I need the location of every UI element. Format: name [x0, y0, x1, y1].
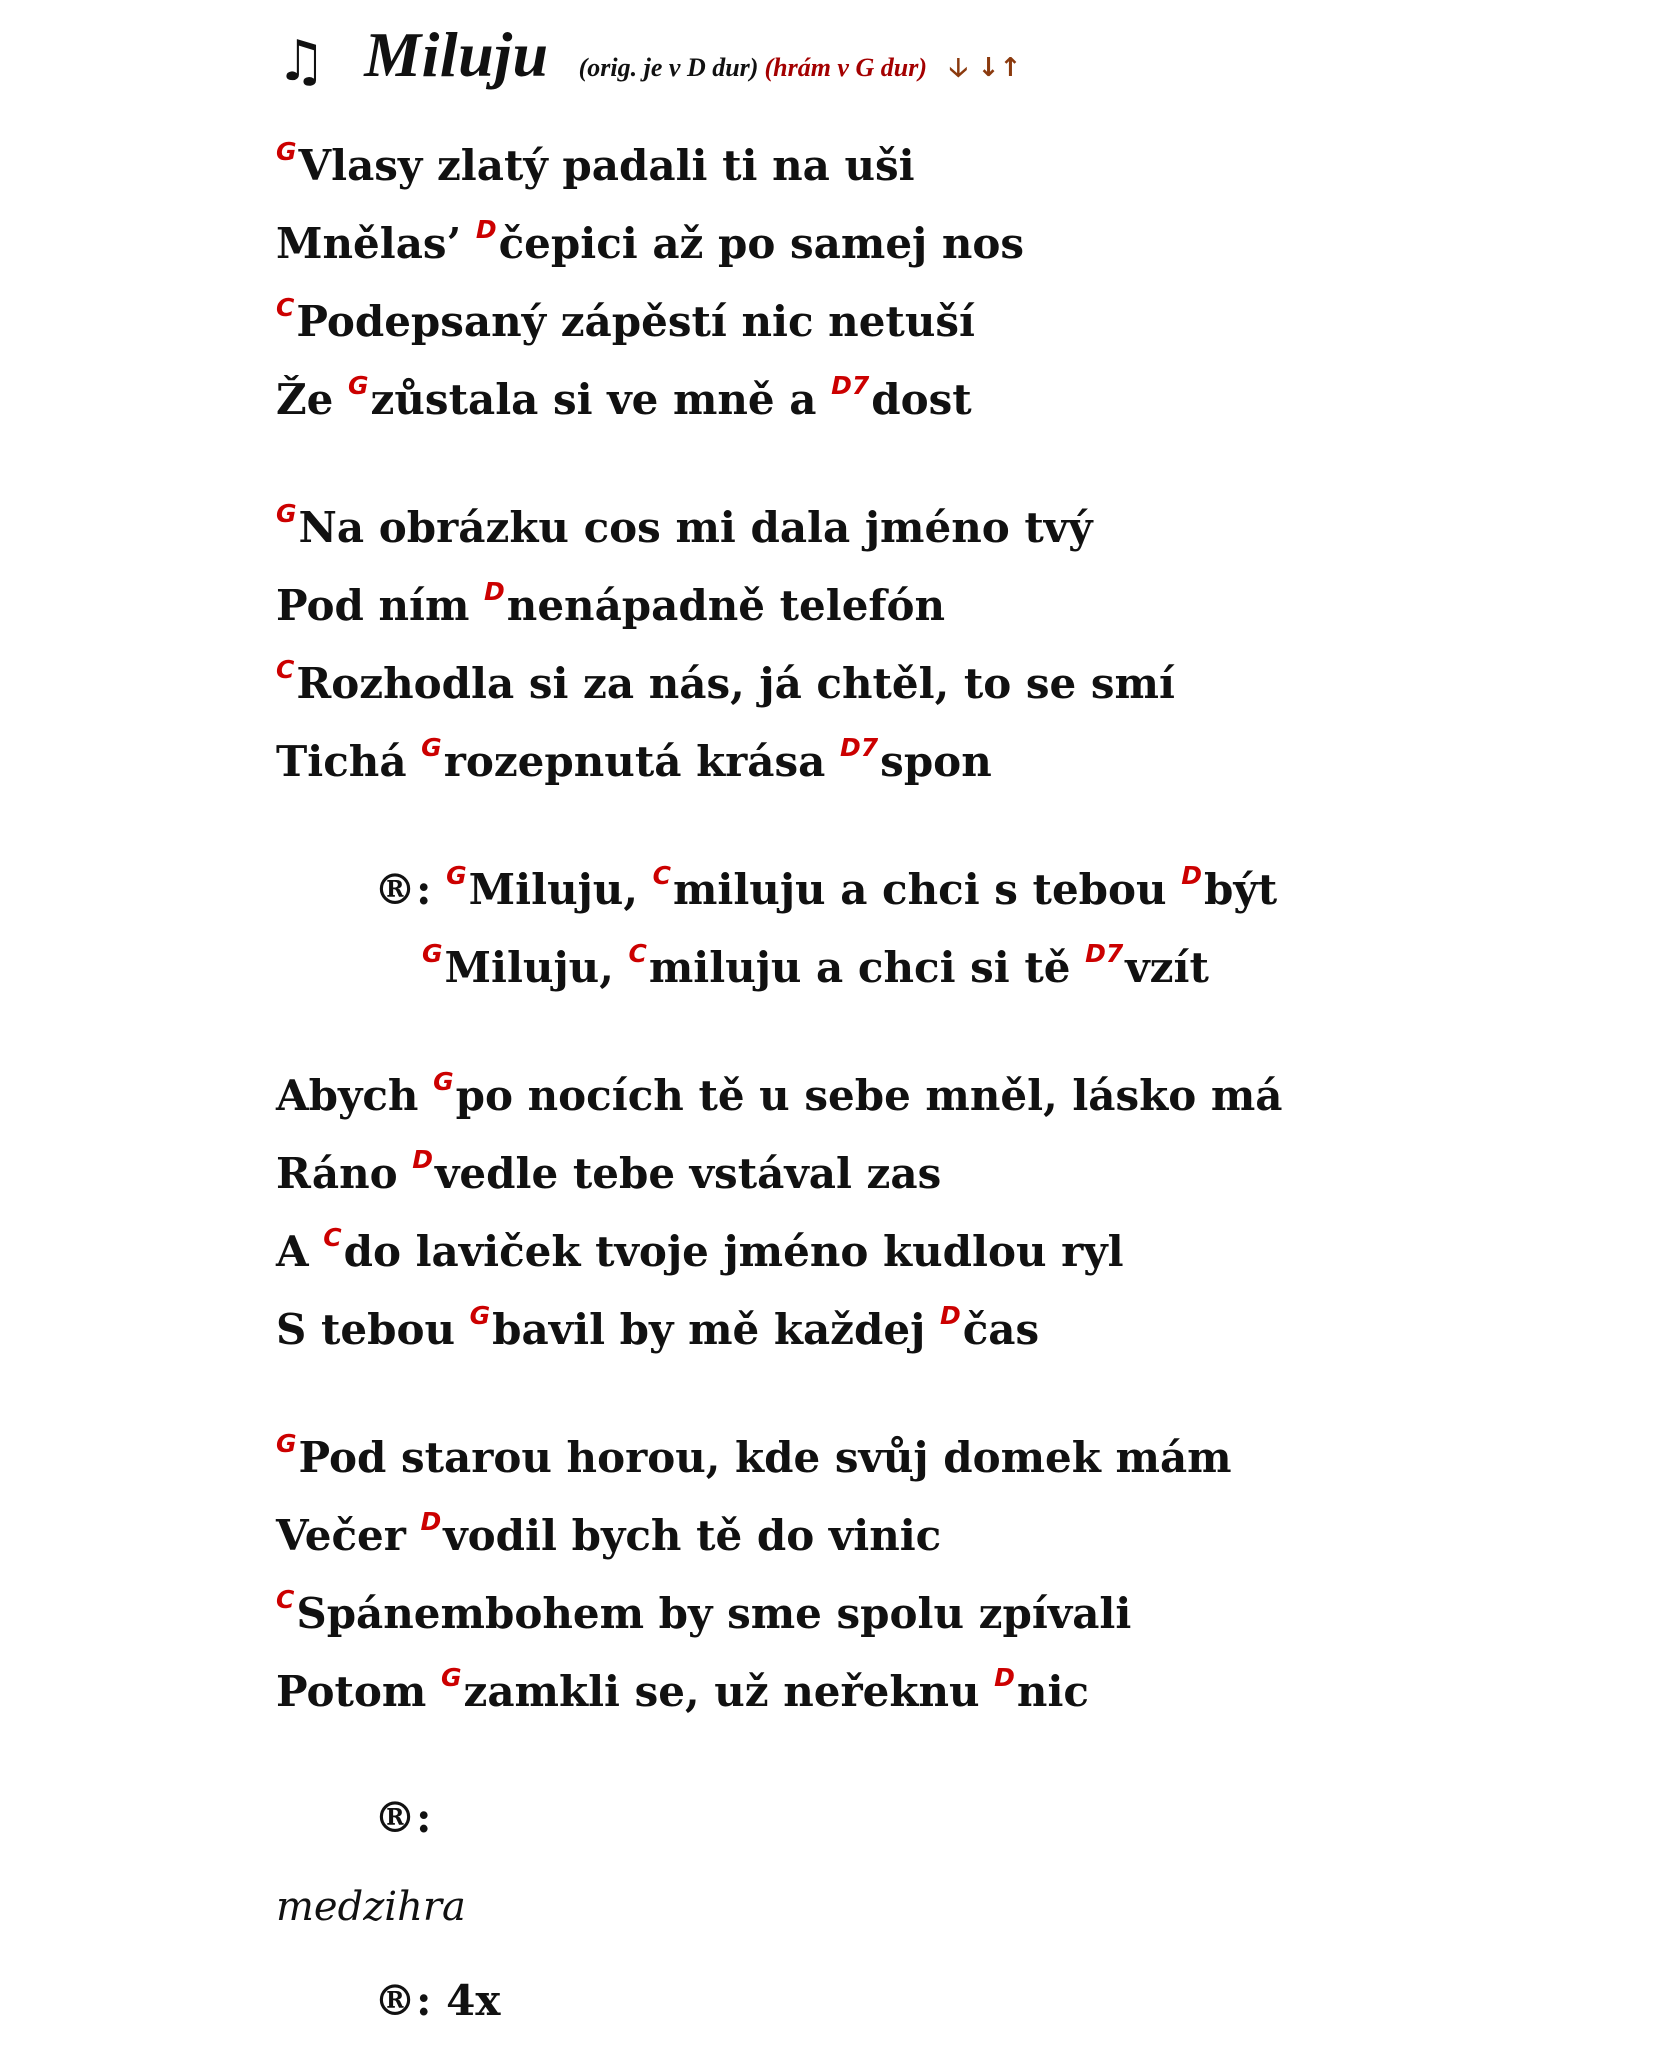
verse-2-line-4 [276, 733, 992, 786]
chord-label: G [433, 1067, 454, 1096]
chord-label: C [276, 293, 295, 322]
song-header [276, 18, 1021, 108]
lyric-text: být [1203, 865, 1278, 914]
song-title: Miluju [364, 19, 549, 90]
lyric-text: spon [880, 737, 992, 786]
verse-4-line-2 [276, 1507, 942, 1560]
chord-label: D [939, 1301, 961, 1330]
chord-label: D [412, 1145, 434, 1174]
lyric-text: Pod ním [276, 581, 485, 630]
lyric-text: vedle tebe vstával zas [435, 1149, 942, 1198]
chord-label: G [422, 939, 443, 968]
chord-label: D7 [840, 733, 879, 762]
verse-3-line-2 [276, 1145, 942, 1198]
verse-3-line-1 [276, 1067, 1283, 1120]
lyric-text: dost [871, 375, 972, 424]
lyric-text: Mnělas’ [276, 219, 476, 268]
music-note-icon: ♫ [276, 29, 327, 94]
lyric-text: rozepnutá krása [443, 737, 841, 786]
verse-2-line-2 [276, 577, 946, 630]
chord-label: C [323, 1223, 342, 1252]
verse-3-line-3 [276, 1223, 1124, 1276]
lyric-text: Ráno [276, 1149, 413, 1198]
lyric-text: Že [276, 375, 349, 424]
interlude-label: medzihra [276, 1884, 466, 1930]
chorus-line-1 [374, 861, 1278, 914]
verse-1-line-4 [276, 371, 972, 424]
original-key-note: (orig. je v D dur) [578, 53, 759, 82]
lyric-text: Miluju, [468, 865, 653, 914]
lyric-text: Potom [276, 1667, 441, 1716]
verse-1-line-2 [276, 215, 1025, 268]
lyric-text: Spánembohem by sme spolu zpívali [296, 1589, 1132, 1638]
transpose-down-icon[interactable]: 🡣 [948, 53, 968, 83]
lyric-text: Abych [276, 1071, 434, 1120]
verse-2-line-3 [276, 655, 1175, 708]
lyric-text: nenápadně telefón [506, 581, 946, 630]
lyric-text: po nocích tě u sebe mněl, lásko má [455, 1071, 1283, 1120]
verse-1-line-1 [276, 137, 915, 190]
lyric-text: Vlasy zlatý padali ti na uši [298, 141, 915, 190]
lyric-text: Na obrázku cos mi dala jméno tvý [298, 503, 1093, 552]
lyric-text: nic [1016, 1667, 1089, 1716]
played-key-note: (hrám v G dur) [764, 53, 927, 82]
chord-label: C [276, 655, 295, 684]
chord-label: D7 [831, 371, 870, 400]
chord-label: C [628, 939, 647, 968]
chord-label: G [276, 499, 297, 528]
lyric-text: Podepsaný zápěstí nic netuší [296, 297, 975, 346]
verse-1-line-3 [276, 293, 975, 346]
chord-label: D [994, 1663, 1015, 1692]
lyric-text: Večer [276, 1511, 421, 1560]
lyric-text: Tichá [276, 737, 422, 786]
chorus-repeat-marker: ®: [374, 1793, 432, 1842]
transpose-swap-icon[interactable]: ↓↑ [977, 53, 1022, 83]
chord-label: C [652, 861, 671, 890]
chord-label: G [348, 371, 369, 400]
chord-label: D [484, 577, 505, 606]
chord-label: D [420, 1507, 442, 1536]
verse-3-line-4 [276, 1301, 1040, 1354]
lyric-text: čas [962, 1305, 1040, 1354]
lyric-text: Miluju, [444, 943, 629, 992]
lyric-text: bavil by mě každej [492, 1305, 940, 1354]
transpose-controls [949, 55, 1021, 81]
chord-label: G [276, 137, 297, 166]
verse-2-line-1 [276, 499, 1093, 552]
chord-label: D7 [1085, 939, 1124, 968]
chord-label: D [1181, 861, 1202, 890]
chord-label: G [421, 733, 442, 762]
lyric-text: S tebou [276, 1305, 470, 1354]
chord-label: G [446, 861, 467, 890]
verse-4-line-3 [276, 1585, 1132, 1638]
verse-4-line-4 [276, 1663, 1089, 1716]
lyric-text: A [276, 1227, 324, 1276]
lyric-text: miluju a chci s tebou [672, 865, 1182, 914]
lyric-text: Pod starou horou, kde svůj domek mám [298, 1433, 1232, 1482]
chord-label: C [276, 1585, 295, 1614]
lyric-text: zamkli se, už neřeknu [463, 1667, 995, 1716]
lyric-text: Rozhodla si za nás, já chtěl, to se smí [296, 659, 1175, 708]
chord-label: G [469, 1301, 491, 1330]
chorus-line-2 [422, 939, 1209, 992]
chorus-marker: ®: [374, 865, 447, 914]
chorus-repeat-4x-marker: ®: 4x [374, 1976, 501, 2025]
chord-label: D [475, 215, 497, 244]
lyric-text: vzít [1125, 943, 1209, 992]
lyric-text: do laviček tvoje jméno kudlou ryl [343, 1227, 1124, 1276]
chord-label: G [276, 1429, 297, 1458]
lyric-text: čepici až po samej nos [498, 219, 1025, 268]
chord-label: G [440, 1663, 462, 1692]
lyric-text: zůstala si ve mně a [370, 375, 832, 424]
verse-4-line-1 [276, 1429, 1232, 1482]
lyric-text: vodil bych tě do vinic [443, 1511, 942, 1560]
lyric-text: miluju a chci si tě [648, 943, 1086, 992]
